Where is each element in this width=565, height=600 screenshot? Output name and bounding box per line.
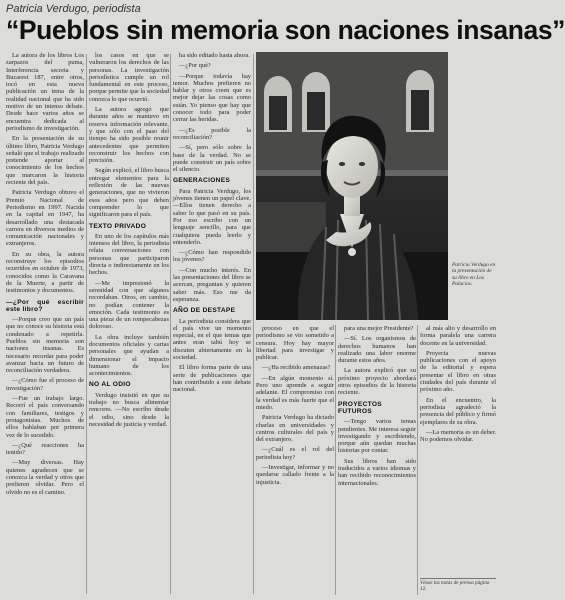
column-rule: [86, 54, 87, 594]
paragraph: —¿Es posible la reconciliación?: [173, 126, 251, 141]
paragraph: para una mejor Presidente?: [344, 325, 414, 332]
paragraph: La autora agregó que durante años se mantuvo en reserva información relevante, y que sólo con el paso del tiempo ha sido posible reunir antecedentes que permiten reconstruir los hechos con precisión.: [89, 106, 169, 165]
subheading: TEXTO PRIVADO: [89, 222, 147, 230]
article-column-2: [89, 52, 169, 597]
paragraph: —Con mucho interés. En las presentaciones del libro se acercan, preguntan y quieren saber más. Eso me da esperanza.: [173, 266, 251, 303]
paragraph: La autora de los libros Los zarpazos del puma, Interferencia secreta y Bucarest 187, entre otros, tocó en esta nueva publicación un tema de la realidad nacional que ha sido motivo de un intenso debate. Desde hace varios años se encuentra dedicada al periodismo de investigación.: [6, 52, 84, 132]
paragraph: La periodista considera que el país vive un momento especial, en el que temas que antes eran tabú hoy se discuten abiertamente en la sociedad.: [173, 317, 251, 361]
paragraph: —La memoria es un deber. No podemos olvidar.: [420, 428, 496, 444]
paragraph: En su obra, la autora reconstruye los episodios ocurridos en octubre de 1973, conocidos como la Caravana de la Muerte, a partir de testimonios y documentos.: [6, 250, 84, 295]
paragraph: —¿Ha recibido amenazas?: [262, 364, 331, 372]
paragraph: —En algún momento sí. Pero uno aprende a seguir adelante. El compromiso con la verdad es más fuerte que el miedo.: [256, 374, 334, 411]
column-rule: [417, 325, 418, 595]
paragraph: La autora explicó que su próximo proyecto abordará otros episodios de la historia reciente.: [338, 367, 416, 397]
paragraph: Sus libros han sido traducidos a varios idiomas y han recibido reconocimientos internacionales.: [338, 457, 416, 487]
paragraph: Patricia Verdugo ha dictado charlas en universidades y centros culturales del país y del extranjero.: [256, 414, 334, 444]
paragraph: Según explicó, el libro busca entregar elementos para la reflexión de las nuevas generaciones, que no vivieron esos años pero que deben comprender lo que significaron para el país.: [89, 167, 170, 219]
paragraph: —Sí. Los organismos de derechos humanos han realizado una labor enorme durante estos años.: [338, 335, 416, 365]
paragraph: —Muy diversas. Hay quienes agradecen que se conozca la verdad y otros que prefieren olvidar. Pero el olvido no es el camino.: [6, 459, 84, 496]
paragraph: —¿Cómo han respondido los jóvenes?: [173, 249, 251, 264]
paragraph: —¿Cuál es el rol del periodista hoy?: [256, 446, 334, 461]
subheading: GENERACIONES: [173, 177, 231, 185]
paragraph: ha sido editado hasta ahora.: [179, 52, 250, 59]
paragraph: —Investigar, informar y no quedarse callado frente a la injusticia.: [256, 464, 334, 486]
subheading: NO AL ODIO: [89, 381, 131, 389]
column-rule: [170, 54, 171, 594]
photo-caption: Patricia Verdugo en la presentación de su libro en Los Palacios.: [452, 262, 496, 288]
portrait-photo: [256, 52, 448, 320]
paragraph: La obra incluye también documentos oficiales y cartas personales que ayudan a dimensionar el impacto humano de los acontecimientos.: [89, 333, 169, 378]
paragraph: Verdugo insistió en que su trabajo no busca alimentar rencores. —No escribo desde el odio, sino desde la necesidad de justicia y verdad.: [89, 391, 169, 428]
paragraph: —Fue un trabajo largo. Recorrí el país conversando con familiares, testigos y protagonistas. Muchos de ellos hablaban por primera vez de lo sucedido.: [6, 395, 84, 439]
paragraph: proceso en que el periodismo se vio sometido a censura. Hoy hay mayor libertad para investigar y publicar.: [256, 325, 334, 362]
paragraph: En la presentación de su último libro, Patricia Verdugo señaló que el trabajo realizado pretende aportar al conocimiento de los hechos que marcaron la historia reciente del país.: [6, 135, 84, 187]
paragraph: Proyecta nuevas publicaciones con el apoyo de la editorial y espera presentar el libro en otras ciudades del país durante el próximo año.: [420, 349, 496, 394]
article-column-3: [173, 52, 251, 597]
paragraph: —Me impresionó la serenidad con que algunos recordaban. Otros, en cambio, no podían contener la emoción. Cada testimonio es una pieza de un rompecabezas doloroso.: [89, 279, 169, 331]
paragraph: —Tengo varios temas pendientes. Me interesa seguir investigando y escribiendo, porque aún quedan muchas historias por contar.: [338, 418, 416, 455]
article-column-5: [338, 325, 416, 597]
paragraph: —¿Cómo fue el proceso de investigación?: [6, 377, 84, 392]
paragraph: El libro forma parte de una serie de publicaciones que han contribuido a este debate nacional.: [173, 364, 251, 394]
paragraph: Patricia Verdugo obtuvo el Premio Nacional de Periodismo en 1997. Nacida en la capital en 1947, ha desarrollado una destacada carrera en diversos medios de comunicación nacionales y extranjeros.: [6, 189, 84, 248]
column-rule: [253, 54, 254, 594]
subheading: AÑO DE DESTAPE: [173, 307, 236, 315]
paragraph: En el encuentro, la periodista agradeció la presencia del público y firmó ejemplares de su obra.: [420, 396, 496, 426]
portrait-illustration: [256, 52, 448, 320]
paragraph: En uno de los capítulos más intensos del libro, la periodista relata conversaciones con personas que participaron directa o indirectamente en los hechos.: [89, 232, 169, 277]
paragraph: —Sí, pero sólo sobre la base de la verdad. No se puede construir un país sobre el silencio.: [173, 144, 251, 174]
byline: Patricia Verdugo, periodista: [6, 3, 141, 15]
headline: “Pueblos sin memoria son naciones insanas”: [6, 15, 565, 45]
article-column-1: [6, 52, 84, 597]
footer-note: Véase las notas de prensa página 12.: [420, 578, 496, 592]
paragraph: —¿Qué reacciones ha tenido?: [6, 441, 84, 457]
paragraph: —¿Por qué?: [179, 62, 211, 70]
column-rule: [335, 325, 336, 595]
paragraph: —Porque creo que un país que no conoce su historia está condenado a repetirla. Pueblos sin memoria son naciones insanas. Es necesario recordar para poder avanzar hacia un futuro de reconciliación verdadera.: [6, 316, 84, 375]
article-column-6: [420, 325, 496, 597]
paragraph: Para Patricia Verdugo, los jóvenes tienen un papel clave. —Ellos tienen derecho a saber lo que pasó en su país. Por eso escribo con un lenguaje sencillo, para que cualquiera pueda leerlo y entenderlo.: [173, 187, 251, 246]
paragraph: los casos en que se vulneraron los derechos de las personas. La investigación periodística cumple un rol fundamental en este proceso, porque permite que la sociedad conozca lo que ocurrió.: [89, 52, 169, 103]
subheading: —¿Por qué escribir este libro?: [6, 298, 84, 313]
paragraph: —Porque todavía hay temor. Muchos prefieren no hablar y otros creen que es mejor dejar las cosas como están. Yo pienso que hay que conocer todo para poder cerrar las heridas.: [173, 72, 251, 124]
paragraph: al más alto y desarrollo en forma paralela una carrera docente en la universidad.: [420, 325, 496, 347]
article-column-4: [256, 325, 334, 597]
subheading: PROYECTOS FUTUROS: [338, 400, 382, 415]
